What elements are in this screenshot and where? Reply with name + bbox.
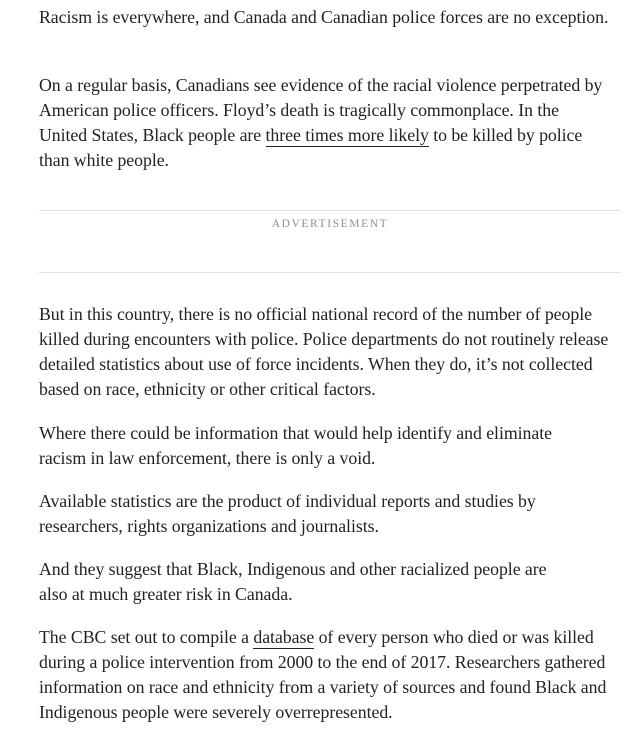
advertisement-label: ADVERTISEMENT <box>271 218 389 230</box>
advertisement-slot <box>39 210 621 273</box>
paragraph-text: On a regular basis, Canadians see evidence of the racial violence perpetrated by American police officers. Floyd’s death is tragically commonplace. In the United States, Black people are <box>39 75 603 145</box>
paragraph-text: to be killed by police than white people. <box>39 125 583 170</box>
paragraph-no-national-record: But in this country, there is no official national record of the number of people killed during encounters with police. Police departments do not routinely release detailed statistics about use of force incidents. When they do, it’s not collected based on race, ethnicity or other critical factors. <box>39 304 609 399</box>
paragraph-us-police <box>39 73 609 173</box>
paragraph-text: of every person who died or was killed during a police intervention from 2000 to the end of 2017. Researchers gathered information on race and ethnicity from a variety of sources and found Black and Indigenous people were severely overrepresented. <box>39 627 607 722</box>
three-times-more-likely-link[interactable]: three times more likely <box>265 125 429 145</box>
paragraph-text: The CBC set out to compile a <box>39 627 254 647</box>
paragraph-available-statistics: Available statistics are the product of individual reports and studies by researchers, rights organizations and journalists. <box>39 491 536 536</box>
database-link[interactable]: database <box>253 627 315 647</box>
paragraph-intro: Racism is everywhere, and Canada and Canadian police forces are no exception. <box>39 7 609 27</box>
paragraph-void: Where there could be information that would help identify and eliminate racism in law enforcement, there is only a void. <box>39 423 552 468</box>
paragraph-cbc-database <box>39 625 621 725</box>
paragraph-greater-risk: And they suggest that Black, Indigenous and other racialized people are also at much greater risk in Canada. <box>39 559 547 604</box>
